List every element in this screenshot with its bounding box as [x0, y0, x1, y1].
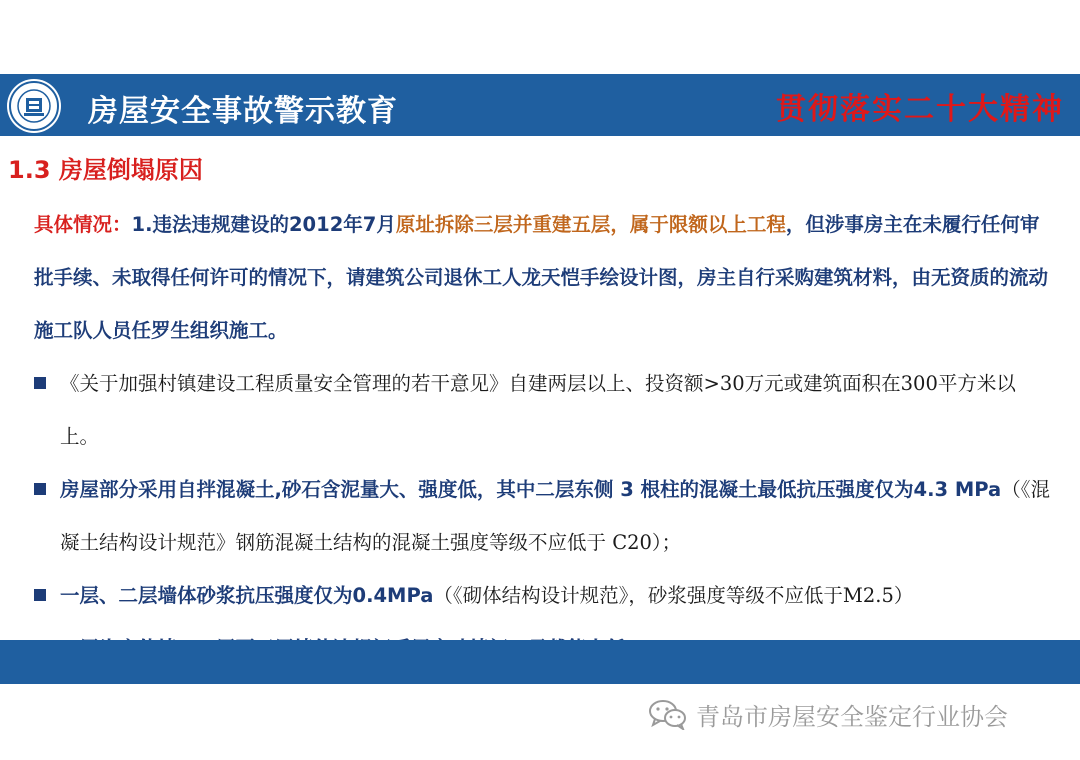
slide-body	[34, 198, 1054, 675]
lead-highlight: 原址拆除三层并重建五层，属于限额以上工程	[395, 213, 786, 236]
bullet-square-icon	[34, 483, 46, 495]
lead-label: 具体情况：	[34, 213, 132, 236]
bullet-main-text: 一层、二层墙体砂浆抗压强度仅为0.4MPa	[60, 584, 434, 607]
wechat-icon	[648, 698, 688, 730]
footer-band	[0, 640, 1080, 684]
bullet-square-icon	[34, 377, 46, 389]
header-slogan: 贯彻落实二十大精神	[776, 92, 1064, 127]
lead-text-2: ，但涉事房主在未履行任何审批手续、未取得任何许可的情况下，请建筑公司退休工人龙天恺手绘设计图，房主自行采购建筑材料，由无资质的流动施工队人员任罗生组织施工。	[34, 213, 1049, 342]
header-bar	[0, 74, 1080, 136]
bullet-main-text: 房屋部分采用自拌混凝土,砂石含泥量大、强度低，其中二层东侧 3 根柱的混凝土最低抗压强度仅为4.3 MPa	[60, 478, 1002, 501]
bullet-square-icon	[34, 589, 46, 601]
lead-paragraph	[34, 198, 1054, 357]
watermark-text: 青岛市房屋安全鉴定行业协会	[696, 702, 1008, 731]
header-title: 房屋安全事故警示教育	[88, 94, 398, 129]
bullet-reference-text: （《砌体结构设计规范》，砂浆强度等级不应低于M2.5）	[433, 584, 914, 607]
bullet-item	[34, 463, 1054, 569]
university-logo-icon	[6, 78, 62, 134]
section-title: 1.3 房屋倒塌原因	[8, 156, 203, 184]
bullet-item	[34, 569, 1054, 622]
bullet-reference-text: （《混凝土结构设计规范》钢筋混凝土结构的混凝土强度等级不应低于 C20）；	[60, 478, 1050, 554]
watermark	[648, 696, 1008, 732]
bullet-text: 《关于加强村镇建设工程质量安全管理的若干意见》自建两层以上、投资额>30万元或建筑面积在300平方米以上。	[60, 372, 1016, 448]
bullet-item	[34, 357, 1054, 463]
lead-text-1: 1.违法违规建设的2012年7月	[131, 213, 396, 236]
